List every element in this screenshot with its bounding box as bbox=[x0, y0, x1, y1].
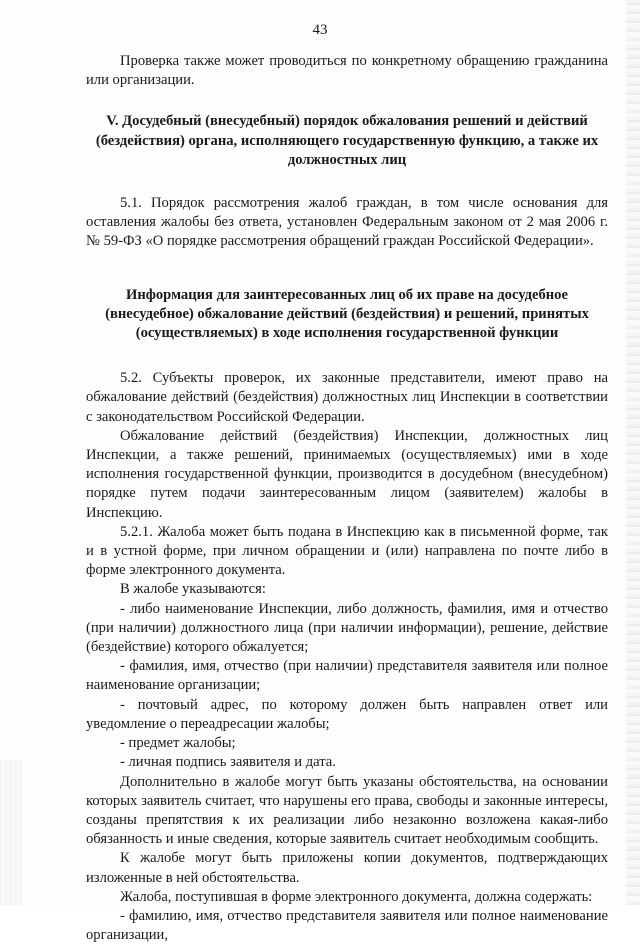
list-item: - личная подпись заявителя и дата. bbox=[120, 754, 336, 771]
list-item: - предмет жалобы; bbox=[120, 735, 236, 752]
list-item: - либо наименование Инспекции, либо должность, фамилия, имя и отчество (при наличии) должностного лица (при наличии информации), решение, действие (бездействие) которого обжалуется; bbox=[86, 600, 608, 656]
info-heading: Информация для заинтересованных лиц об их праве на досудебное (внесудебное) обжалование действий (бездействия) и решений, принятых (осуществляемых) в ходе исполнения государственной функции bbox=[105, 286, 589, 342]
paragraph-copies: К жалобе могут быть приложены копии документов, подтверждающих изложенные в ней обстоятельства. bbox=[86, 850, 608, 886]
scan-edge-left bbox=[0, 760, 22, 905]
paragraph-appeal: Обжалование действий (бездействия) Инспекции, должностных лиц Инспекции, а также решений, принимаемых (осуществляемых) ими в ходе исполнения государственной функции, производится в досудебном (внесудебном) порядке путем подачи заинтересованным лицом (заявителем) жалобы в Инспекцию. bbox=[86, 427, 608, 521]
paragraph-5-1: 5.1. Порядок рассмотрения жалоб граждан, в том числе основания для оставления жалобы без ответа, установлен Федеральным законом от 2 мая 2006 г. № 59-ФЗ «О порядке рассмотрения обращений граждан Российской Федерации». bbox=[86, 195, 608, 250]
list-item: - почтовый адрес, по которому должен быть направлен ответ или уведомление о переадресации жалобы; bbox=[86, 696, 608, 732]
paragraph-5-2-1: 5.2.1. Жалоба может быть подана в Инспекцию как в письменной форме, так и в устной форме, при личном обращении и (или) направлена по почте либо в форме электронного документа. bbox=[86, 523, 608, 579]
page-number: 43 bbox=[312, 22, 328, 38]
section-v-heading: V. Досудебный (внесудебный) порядок обжалования решений и действий (бездействия) органа, исполняющего государственную функцию, а также их должностных лиц bbox=[95, 113, 599, 168]
paragraph-indicated: В жалобе указываются: bbox=[120, 581, 266, 598]
list-item: - фамилия, имя, отчество (при наличии) представителя заявителя или полное наименование организации; bbox=[86, 658, 608, 694]
paragraph-additional: Дополнительно в жалобе могут быть указаны обстоятельства, на основании которых заявитель считает, что нарушены его права, свободы и законные интересы, созданы препятствия к их реализации либо незаконно возложена какая-либо обязанность и иные сведения, которые заявитель считает необходимым сообщить. bbox=[86, 773, 608, 848]
paragraph-intro: Проверка также может проводиться по конкретному обращению гражданина или организации. bbox=[86, 53, 608, 89]
paragraph-5-2: 5.2. Субъекты проверок, их законные представители, имеют право на обжалование действий (бездействия) должностных лиц Инспекции в соответствии с законодательством Российской Федерации. bbox=[86, 370, 608, 425]
list-item: - фамилию, имя, отчество представителя заявителя или полное наименование организации, bbox=[86, 907, 608, 944]
scan-edge-right bbox=[626, 0, 640, 905]
paragraph-electronic: Жалоба, поступившая в форме электронного документа, должна содержать: bbox=[120, 888, 593, 905]
document-body bbox=[86, 52, 608, 945]
